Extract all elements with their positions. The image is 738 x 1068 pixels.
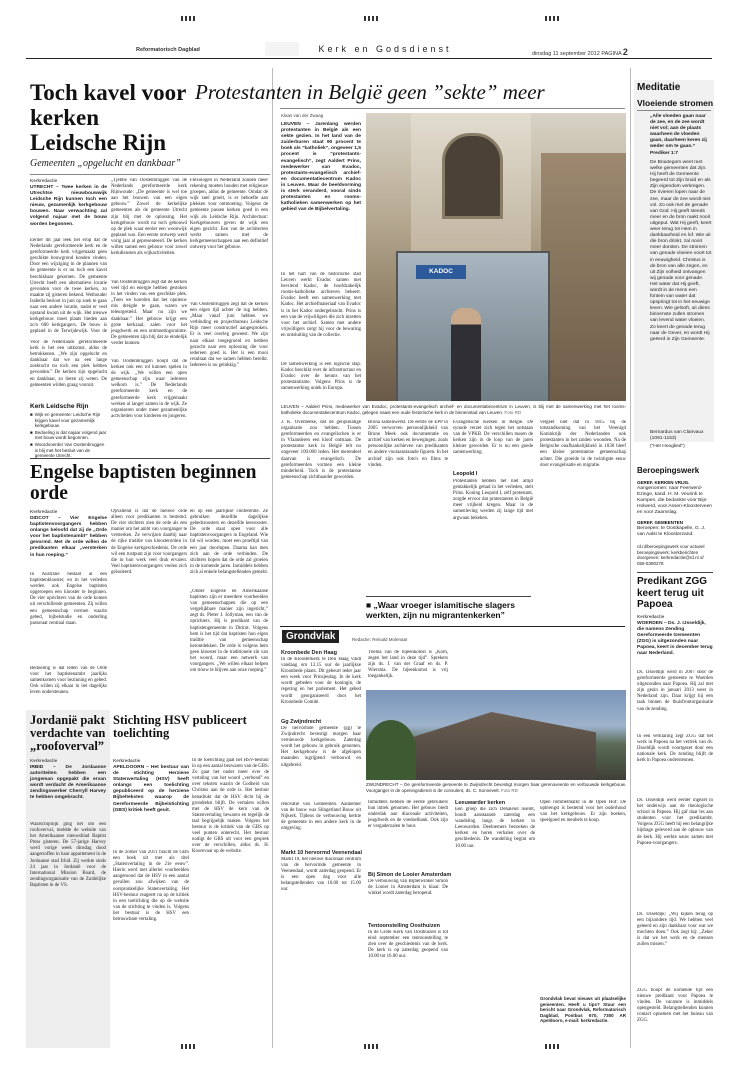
photo-caption-text: LEUVEN – Aaldert Prins, medewerker van Evadoc, protestants-evangelisch archief- en documentatiecentrum in Leuven, is blij met de samenwerking met het rooms-katholieke documentatiecentrum Kadoc, gelegen naast een oude historische kerk in de binnenstad van Leuven. bbox=[281, 404, 626, 415]
article-body: J. K. Overbeeke, dat de gelijkmatige organisatie zou hebben. Tussen gereformeerden en evangelischen is er in Vlaanderen een kloof ontstaan. De protestantse kerk in België telt nu ongeveer 100.000 leden. Het merendeel daarvan is evangelisch. De gereformeerden vormen een kleine minderheid. Toch is de protestantse gemeenschap zichtbaarder geworden. bbox=[281, 420, 361, 480]
predikant-intro: WOERDEN – Ds. J. IJsseldijk, die namens Zending Gereformeerde Gemeenten (ZGG) is uitgezonden naar Papoea, keert in december terug naar Nederland. bbox=[637, 621, 713, 657]
fact-box-item bbox=[30, 412, 108, 429]
photo-credit: Foto RD bbox=[501, 787, 518, 793]
kicker: Kerkredactie bbox=[30, 178, 58, 183]
divider bbox=[280, 108, 625, 109]
item-body: Een groep die zich Dehalend noemt, houdt aanstaande zaterdag een wandeling langs de kerken in Leeuwarden. Deelnemers bezoeken de kerken en horen verhalen over de geschiedenis. De wandeling begint om 10.00 uur. bbox=[455, 807, 535, 849]
kicker: Kerkredactie bbox=[113, 758, 141, 763]
beroeping-body: Beroepen: te Oostkapelle, G. J. van Aalst te Kloosterzand. bbox=[637, 526, 706, 538]
article-body: Evangelische Kerken in België. De synode verzet zich tegen het ontstaan van de VPKB. De verschillen tussen de kerken zijn in de loop van de jaren kleiner geworden. Er is nu een goede samenwerking. bbox=[453, 420, 533, 456]
item-body: In de Grote Kerk van Oosthuizen is tot eind september een tentoonstelling te zien over de geschiedenis van de kerk. De kerk is op zaterdag geopend van 10.00 tot 16.00 uur. bbox=[368, 930, 448, 960]
kicker: Kerkredactie bbox=[637, 614, 665, 619]
kadoc-sign: KADOC bbox=[416, 265, 466, 279]
article-body: Bedoeling is dat leden van de Orde voor het baptistenambt jaarlijks samenkomen voor bezinning en gebed. Ook willen zij elkaar in het dagelijks leven ondersteunen. bbox=[30, 666, 107, 694]
kicker: Kerkredactie bbox=[30, 509, 58, 514]
registration-mark bbox=[364, 16, 380, 21]
byline: Klaas van der Zwaag bbox=[281, 113, 324, 118]
article-body: Van Oostenbruggen zegt dat de kerken veel tijd en energie hebben gestoken in het vinden van een geschikte plek. „Toen we hoorden dat het opnieuw mis dreigde te gaan, waren we teleurgesteld. Maar nu zijn we dankbaar.” Het gebouw krijgt een grote kerkzaal, zalen voor het jeugdwerk en een ontmoetingsruimte. De gemeenten zijn blij dat ze eindelijk verder kunnen. bbox=[111, 280, 187, 346]
photo-kadoc-church bbox=[366, 113, 626, 401]
kicker: Kerkredactie bbox=[30, 758, 58, 763]
predikant-body: In een verklaring zegt ZGG dat het werk in Papoea na het vertrek van ds. IJsseldijk wordt voortgezet door een nationale kerk. De zending blijft de kerk in Papoea ondersteunen. bbox=[637, 734, 713, 764]
church-wall-right bbox=[541, 153, 626, 401]
grondvlak-footer: Grondvlak bevat nieuws uit plaatselijke gemeenten. Heeft u tips? Stuur een bericht naar Grondvlak, Reformatorisch Dagblad, Postbus 670, 7300 AR Apeldoorn, e-mail: kerkredactie. bbox=[540, 996, 626, 1024]
article-body: Voor de Nederlands gereformeerde kerk is het een uitkomst, aldus de betrokkenen. „We zijn opgelucht en dankbaar dat we na een lange zoektocht nu toch een plek hebben gevonden.” De kerken zijn opgelucht en dankbaar, zo lieten zij weten. De gemeenten wilden graag vooruit. bbox=[30, 340, 107, 388]
photo-caption bbox=[281, 404, 626, 415]
paper-name: Reformatorisch Dagblad bbox=[136, 47, 200, 53]
registration-mark bbox=[181, 1044, 197, 1049]
article-body: Eerder dit jaar leek het erop dat de Nederlands gereformeerde kerk en de gereformeerde kerk vrijgemaakt geen geschikte bouwgrond konden vinden. Door een wijziging in de plannen van de gemeente is er nu toch een kavel beschikbaar gekomen. De gemeente Utrecht heeft een alternatieve locatie gevonden voor de twee kerken, zo maakte zij gisteren bekend. Wethouder Isabella besloot in juni op zoek te gaan naar een andere locatie, nadat er veel opstand kwam uit de wijk. Het nieuwe kerkgebouw moet plaats bieden aan zo'n 600 kerkgangers. De bouw is gepland in de Terwijdewijk. Voor de bbox=[30, 238, 107, 335]
divider bbox=[637, 572, 713, 573]
item-title: Markt 10 hervormd Veenendaal bbox=[281, 850, 363, 856]
article-body: Opvallend is dat de nieuwe orde alleen voor predikanten is bestemd. De vier stichters zien de orde als een manier om het ambt van voorganger te versterken. Ze verwijzen daarbij naar de rijke traditie van kloosterorden in de Engelse kerkgeschiedenis. De orde wil een rustpunt zijn voor voorgangers die in hun werk veel druk ervaren. Veel baptistenvoorgangers voelen zich geïsoleerd. bbox=[111, 509, 187, 575]
pull-quote bbox=[366, 596, 536, 620]
registration-mark bbox=[545, 1044, 561, 1049]
page-number: 2 bbox=[622, 47, 628, 57]
article-body: In Australië bestaat al een baptistenklooster, en in het verleden werden ook Engelse baptisten opgeroepen een klooster te beginnen. De vier oprichters van de orde komen uit verschillende gemeenten. Zij willen een gemeenschap vormen waarin gebed, bijbelstudie en onderling pastoraat centraal staan. bbox=[30, 572, 107, 626]
article-body: In de zomer van 2011 bracht de GBS een boek uit met als titel „Statenvertaling in de 21e eeuw”. Hierin werd met allerlei voorbeelden aangetoond dat de HSV in een aantal gevallen zou afwijken van de oorspronkelijke Statenvertaling. Het HSV-bestuur reageert nu op de kritiek in een toelichting die op de website van de stichting te vinden is. Volgens het bestuur is de HSV een betrouwbare vertaling. bbox=[113, 850, 189, 923]
tree bbox=[366, 720, 416, 780]
item-body: Inmiddels hebben de eerste gebruikers hun intrek genomen. Het gebouw biedt onderdak aan diaconale activiteiten, jeugdwerk en de voedselbank. Ook zijn er vergaderzalen te huur. bbox=[368, 800, 448, 830]
article-jordan-headline: Jordanië pakt verdachte van „roofoverval” bbox=[30, 713, 106, 753]
article-intro: IRBID – De Jordaanse autoriteiten hebben een jongeman opgepakt die ervan wordt verdacht de Amerikaanse zendingswerker Cherryll Harvey te hebben omgebracht. bbox=[30, 765, 106, 801]
subhead-leopold: Leopold I bbox=[453, 471, 478, 477]
meditation-author: Bernardus van Clairvaux (1091-1153) bbox=[650, 430, 704, 442]
fact-box-item-text: Wijk en gemeente: Leidsche Rijn krijgen kavel voor gezamenlijk kerkgebouw. bbox=[34, 412, 101, 429]
header-mark-left bbox=[265, 42, 299, 56]
beroeping-body: Aangenomen: naar Feerwerd-Ezinge, kand. H. M. Veurink te Kampen, die bedankte voor Bijs-Holwerd, voor Assen-Kloosterveen en voor Zaamslag. bbox=[637, 486, 713, 516]
beroeping-sub: GEREF. KERKEN VRIJG. bbox=[637, 480, 690, 485]
beroeping-title: Beroepingswerk bbox=[637, 466, 700, 475]
meditation-section: Meditatie bbox=[637, 82, 681, 93]
fact-box-item-text: Bedoeling is dat najaar volgend jaar met bouw wordt begonnen. bbox=[34, 429, 107, 441]
section-title: Kerk en Godsdienst bbox=[318, 44, 452, 54]
registration-mark bbox=[545, 16, 561, 21]
registration-mark bbox=[364, 1044, 380, 1049]
meditation-verse: „Alle vloeden gaan naar de zee, en de zee wordt niet vol; aan de plaats waarheen de vloeden gaan, daarheen keren zij weder om te gaan.” Prediker 1:7 bbox=[650, 114, 707, 156]
item-body: Markt 10, het nieuwe diaconaal centrum van de hervormde gemeente in Veenendaal, wordt zaterdag geopend. Er is een open dag voor alle belangstellenden van 10.00 tot 15.00 uur. bbox=[281, 857, 361, 893]
photo-caption bbox=[366, 782, 626, 793]
meditation-title: Vloeiende stromen bbox=[637, 98, 714, 108]
article-intro: DIDCOT – Vier Engelse baptistenvoorgangers hebben onlangs beloofd dat zij de „Orde voor het baptistenambt” hebben gevormd. Met de orde willen de predikanten elkaar „versterken in hun roeping.” bbox=[30, 516, 107, 558]
page-label: PAGINA bbox=[601, 51, 622, 57]
quote-body: „Waar vroeger islamitische slagers werkten, zijn nu migrantenkerken” bbox=[366, 600, 515, 620]
divider bbox=[637, 110, 711, 111]
person-figure bbox=[451, 308, 481, 401]
bullet-icon: ■ bbox=[30, 441, 33, 447]
fact-box bbox=[30, 403, 108, 459]
quote-rule bbox=[366, 596, 531, 597]
item-title: Kroonbede Den Haag bbox=[281, 650, 337, 656]
fact-box-item-text: Woordvoerder Van Oostenbruggen is blij met het besluit van de gemeente Utrecht. bbox=[34, 441, 105, 459]
article-body: In het hart van de historische stad Leuven werkt Evadoc samen met bevriend Kadoc, de hoofdzakelijk rooms-katholieke archieven beheert. Evadoc heeft een samenwerking met Kadoc. Het archiefmateriaal van Evadoc is in het Kadoc ondergebracht. Prins is een van de vrijwilligers die zich inzetten voor het archief. Samen met andere vrijwilligers zorgt hij voor de bewaring en ontsluiting van de collectie. bbox=[281, 272, 361, 338]
column-rule bbox=[272, 68, 273, 1048]
divider bbox=[30, 458, 270, 459]
grondvlak-title: Grondvlak bbox=[282, 630, 339, 643]
church-window bbox=[442, 133, 503, 219]
bullet-icon: ■ bbox=[30, 429, 33, 435]
meditation-source: (”Het Hooglied”) bbox=[650, 444, 685, 449]
predikant-headline: Predikant ZGG keert terug uit Papoea bbox=[637, 576, 708, 610]
fact-box-item bbox=[30, 430, 108, 441]
article-body: Protestanten hebben het niet altijd gemakkelijk gehad in het verleden, stelt Prins. Koning Leopold I, zelf protestant, zorgde ervoor dat protestanten in België meer vrijheid kregen. Maar in de samenleving werden zij lange tijd met argwaan bekeken. bbox=[453, 479, 533, 521]
beroeping-sub: GEREF. GEMEENTEN bbox=[637, 520, 684, 525]
date-text: dinsdag 11 september 2012 bbox=[532, 51, 600, 57]
fact-box-item bbox=[30, 442, 108, 459]
article-body: Waarschijnlijk ging het om een roofoverval, meldde de website van het Amerikaanse nieuwsblad Baptist Press gisteren. De 57-jarige Harvey werd vorige week dinsdag dood aangetroffen in haar appartement in de Jordaanse stad Irbid. Zij werkte sinds 24 jaar in Jordanië voor de International Mission Board, de zendingsorganisatie van de Zuidelijke Baptisten in de VS. bbox=[30, 822, 106, 888]
header-rule bbox=[26, 58, 712, 59]
fact-box-title: Kerk Leidsche Rijn bbox=[30, 403, 89, 410]
item-title: Leeuwarder kerken bbox=[455, 800, 506, 806]
predikant-body: Ds. IJsseldijk werd in 2007 door de gereformeerde gemeente te Woerden uitgezonden naar Papoea. Hij zal met zijn gezin in januari 2013 weer in Nederland zijn. Daar krijgt hij een taak binnen de thuisfrontorganisatie van de zending. bbox=[637, 670, 713, 712]
article-body: Bruna samenwerkt. De eerste de EPP in 2005 verworven persoonlijkheid van Bruno Meek ook documentatie en archief van kerken en bewegingen, zoals persoonlijke archieven van predikanten en andere vooraanstaande figuren. In het archief zijn ook foto's en films te vinden. bbox=[368, 420, 448, 468]
article-leidsche-rijn-headline: Toch kavel voor kerken Leidsche Rijn bbox=[30, 80, 186, 155]
item-title: Tentoonstelling Oosthuizen bbox=[368, 923, 441, 929]
photo-credit: Foto RD bbox=[504, 409, 522, 415]
item-title: Bij Simon de Looier Amsterdam bbox=[368, 872, 452, 878]
article-intro: APELDOORN – Het bestuur van de stichting Herziene Statenvertaling (HSV) heeft onlangs een toelichting gepubliceerd op de herziene Bijbelteksten waarop de Gereformeerde Bijbelstichting (GBS) kritiek heeft geuit. bbox=[113, 765, 189, 813]
divider bbox=[280, 626, 625, 627]
item-body: De verbouwing van Bijbelwinkel Simon de Looier in Amsterdam is klaar. De winkel wordt zaterdag heropend. bbox=[368, 879, 448, 897]
photo-zwijndrecht-church bbox=[366, 690, 626, 780]
quote-icon: ■ bbox=[366, 600, 374, 610]
divider bbox=[30, 174, 270, 175]
predikant-body: Ds. IJsseldijk werd eerder ingezet in het onderwijs aan de theologische school in Papoea. Hij gaf daar les aan studenten voor het predikambt. Volgens ZGG heeft hij een belangrijke bijdrage geleverd aan de opbouw van de kerk. Hij werkte nauw samen met Papoea-voorgangers. bbox=[637, 798, 713, 846]
quote-text bbox=[366, 600, 536, 620]
predikant-body: ZGG hoopt de komende tijd een nieuwe predikant voor Papoea te vinden. De vacature is inmiddels opengesteld. Belangstellenden kunnen contact opnemen met het bureau van ZGG. bbox=[637, 988, 713, 1024]
grondvlak-editor: Redactie: Reinald Molenaar bbox=[352, 637, 408, 642]
item-body: Thema van de bijeenkomst is „Kom, zegen het land in deze tijd”. Sprekers zijn ds. J. van der Graaf en ds. P. Wiersma. De bijeenkomst is vrij toegankelijk. bbox=[368, 650, 448, 680]
item-body: In de Kloosterkerk te Den Haag vindt vandaag om 12.15 uur de jaarlijkse Kroonbede plaats. Dit gebeurt ieder jaar een week voor Prinsjesdag. In de kerk wordt gebeden voor de koningin, de regering en het parlement. Het gebed wordt georganiseerd door het Kroonbede Comité. bbox=[281, 657, 361, 705]
article-baptists-headline: Engelse baptisten beginnen orde bbox=[30, 462, 257, 504]
article-body: „Onder Engelse en Amerikaanse baptisten zijn er meerdere voorbeelden van gemeenschappen die op een vergelijkbare manier zijn ingericht,” zegt ds. Pieter J. Jollyman, een van de oprichters. Hij is predikant van de baptistengemeente in Didcot. Volgens hem is het tijd dat baptisten hun eigen traditie van gemeenschap herontdekken. De orde is volgens hem geen klooster in de traditionele zin van het woord, maar een netwerk van voorgangers. „We willen elkaar helpen om trouw te blijven aan onze roeping.” bbox=[190, 589, 268, 674]
article-belgium-headline: Protestanten in België geen ”sekte” meer bbox=[195, 80, 545, 104]
page-date bbox=[532, 47, 628, 57]
article-intro: UTRECHT – Twee kerken in de Utrechtse nieuwbouwwijk Leidsche Rijn kunnen toch een nieuw, gezamenlijk kerkgebouw bouwen. Naar verwachting zal volgend najaar met de bouw worden begonnen. bbox=[30, 185, 107, 227]
meditation-body: De Bruidegom weet met welke gemeenten dat zijn. Hij heeft de Gemeente begeerd tot Zijn bruid en als Zijn eigendom verkregen. De rivieren lopen naar de zee, maar de zee wordt niet vol. Zo ook met de genade van God. Hij geeft steeds meer en de bron raakt nooit uitgeput. Wat Hij geeft, keert weer terug tot Hem in dankbaarheid en lof. Wie uit die bron drinkt, zal nooit meer dorsten. De stromen van genade vloeien voort tot in eeuwigheid. Christus is de bron van alle zegen, en uit Zijn volheid ontvangen wij genade voor genade. Het water dat Hij geeft, wordt in de mens een fontein van water dat opspringt tot in het eeuwige leven. Wie gelooft, uit diens binnenste zullen stromen van levend water vloeien. Zo keert de genade terug naar de Gever, en wordt Hij geëerd in Zijn Gemeente. bbox=[650, 160, 712, 342]
bullet-icon: ■ bbox=[30, 412, 33, 417]
predikant-body: Ds. IJsseldijk: „Wij kijken terug op een bijzondere tijd. We hebben veel geleerd en zijn dankbaar voor wat we mochten doen.” Ook zegt hij: „Zeker is dat we het werk en de mensen zullen missen.” bbox=[637, 912, 713, 948]
item-body: renovatie van Gemeenten. Aannemer van de bouw was Slingerland Bouw uit Nijkerk. Tijdens de verbouwing kerkte de gemeente in een andere kerk in de omgeving. bbox=[281, 802, 361, 832]
article-body: In de toelichting gaat het HSV-bestuur in op een aantal bezwaren van de GBS. Zo gaat het onder meer over de vertaling van het woord „verbond” en over teksten waarin de Godheid van Christus aan de orde is. Het bestuur benadrukt dat de HSV dicht bij de grondtekst blijft. De vertalers willen met de HSV de kern van de Statenvertaling bewaren en tegelijk de taal begrijpelijk maken. Volgens het bestuur is de kritiek van de GBS op veel punten onterecht. Het bestuur nodigt de GBS uit voor een gesprek over de verschillen, aldus ds. H. Koorevaar op de website. bbox=[192, 758, 269, 855]
article-body: De samenwerking is een logische stap. Kadoc beschikt over de infrastructuur en Evadoc over de kennis van het protestantisme. Volgens Prins is de samenwerking uniek in Europa. bbox=[281, 362, 361, 392]
beroeping-contact: rd.nl/beroepingswerk voor actueel beroepingswerk; kerkberichten doorgeven: kerkredactie@rd.nl of 055-5390278 bbox=[637, 544, 705, 566]
article-body: Van Oostenbruggen zegt dat de kerken een eigen tijd achter de rug hebben. „Maar vanaf juni hebben we verbinding en projectbureau Leidsche Rijn meer constructief aangesproken. Er is veel overleg geweest. We zijn naar elkaar toegegroeid en hebben gezocht naar een oplossing die voor iedereen goed is. Het is een mooi resultaat dat we samen hebben bereikt. Iedereen is nu gelukkig.” bbox=[190, 302, 268, 368]
item-title: Gg Zwijndrecht bbox=[281, 719, 322, 725]
article-body: en op een jaarlijkse conferentie. Ze gebruiken dezelfde dagelijkse gebedsroosters en dezelfde leesrooster. De orde staat open voor alle baptistenvoorgangers in Engeland. Wie lid wil worden, moet een proeftijd van een jaar doorlopen. Daarna kan men zich aan de orde verbinden. De stichters hopen dat de orde zal groeien in de komende jaren. Inmiddels hebben zich al enkele belangstellenden gemeld. bbox=[190, 509, 268, 575]
item-body: Open rommelmarkt in de Open Hof: De opbrengst is bestemd voor het onderhoud van het kerkgebouw. Er zijn boeken, speelgoed en meubels te koop. bbox=[540, 800, 626, 824]
item-body: De hervormde gemeente (gg) te Zwijndrecht bevestigt morgen haar vernieuwde kerkgebouw. Zaterdag wordt het gebouw in gebruik genomen. Het kerkgebouw is de afgelopen maanden ingrijpend verbouwd en uitgebreid. bbox=[281, 726, 361, 768]
article-leidsche-rijn-subhead: Gemeenten „opgelucht en dankbaar” bbox=[30, 158, 181, 169]
article-hsv-headline: Stichting HSV publiceert toelichting bbox=[113, 713, 247, 740]
church-building bbox=[406, 712, 596, 780]
article-body: Van Oostenbruggen hoopt dat de kerken ook een rol kunnen spelen in de wijk. „We willen een open gemeenschap zijn waar iedereen welkom is.” De Nederlands gereformeerde kerk en de gereformeerde kerk vrijgemaakt werken al langer samen in de wijk. Ze organiseren onder meer gezamenlijke activiteiten voor kinderen en jongeren. bbox=[111, 359, 187, 419]
article-intro: LEUVEN – Jarenlang werden protestanten in België als een sekte gezien. In het land van de zuiderburen staat 90 procent te boek als ”katholiek”, ongeveer 1,5 procent is ”protestants-evangelisch”, zegt Aaldert Prins, medewerker van Evadoc, protestants-evangelisch archief- en documentatiecentrum Kadoc in Leuven. Maar de beeldvorming is sterk veranderd, vooral sinds protestanten en rooms-katholieken samenwerken op het gebied van de Bijbelvertaling. bbox=[281, 122, 361, 213]
column-rule bbox=[630, 68, 631, 1048]
article-body: vergeet niet dat in 1815 bij de totstandkoming van het Verenigd Koninkrijk der Nederlanden ook protestanten in het zuiden woonden. Na de Belgische onafhankelijkheid in 1830 bleef een kleine protestantse gemeenschap achter. Die groeide in de twintigste eeuw door evangelisatie en migratie. bbox=[540, 420, 626, 468]
photo-caption-text: ZWIJNDRECHT – De gereformeerde gemeente te Zwijndrecht bevestigt morgen haar gerenoveerde en verbouwde kerkgebouw. Voorganger in de openingsdienst is de consulent, ds. C. Sonnevelt. bbox=[366, 782, 626, 793]
article-body: „Tjebbe van Oostenbruggen van de Nederlands gereformeerde kerk Rijnwoude: „De gemeente is wel toe aan het bouwen van een eigen gebouw.” Zowel de kerkelijke gemeenten als de gemeente Utrecht zijn blij met de oplossing. Het kerkgebouw wordt nu toch gebouwd op de plek waar eerder een woonwijk gepland was. Een eerste ontwerp werd vorig jaar al gepresenteerd. De kerken willen samen een gebouw voor zowel kerkdiensten als wijkactiviteiten. bbox=[111, 178, 187, 257]
registration-mark bbox=[181, 16, 197, 21]
article-body: Flexologen in Nederland zouden meer rekening moeten houden met religieuze groepen, aldus de gemeente. Omdat de wijk snel groeit, is er behoefte aan plekken voor ontmoeting. Volgens de gemeente passen kerken goed in een wijk als Leidsche Rijn. Architectuur: Kerkgebouwen geven de wijk een eigen gezicht. Een van de architecten werkt samen met de kerkgemeenschappen aan een definitief ontwerp voor het gebouw. bbox=[190, 178, 268, 251]
